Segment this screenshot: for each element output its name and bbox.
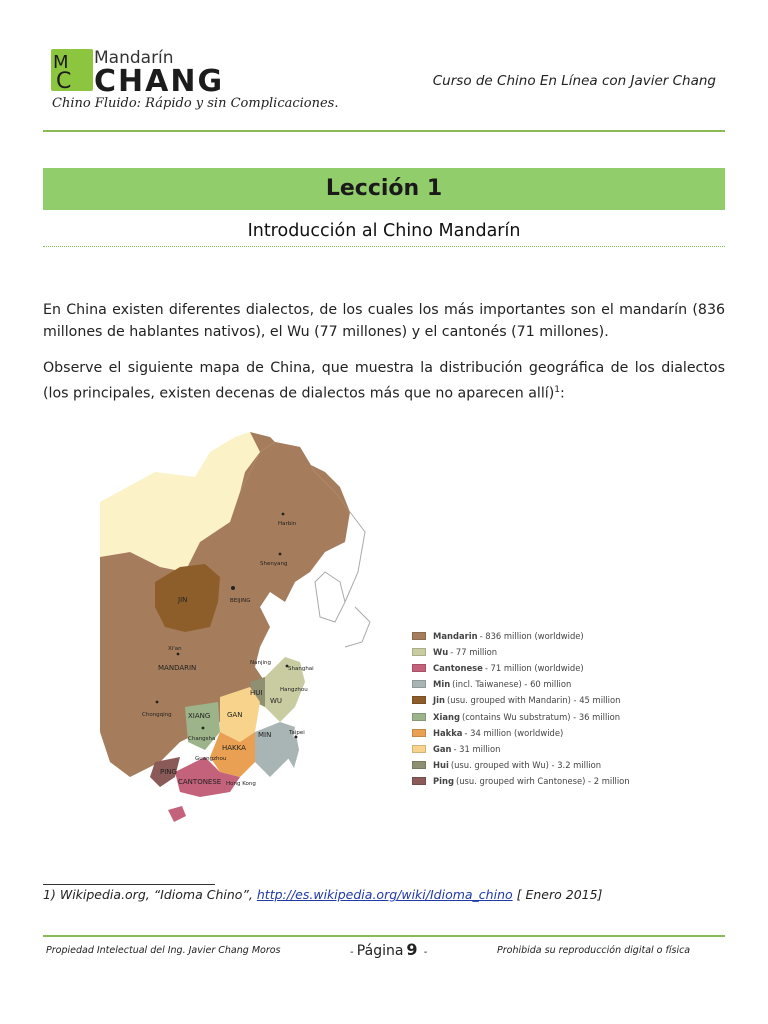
legend-swatch bbox=[412, 648, 426, 656]
legend-swatch bbox=[412, 680, 426, 688]
city-dot-chongqing bbox=[156, 701, 159, 704]
legend-item bbox=[412, 692, 662, 708]
legend-swatch bbox=[412, 777, 426, 785]
legend-desc: - 71 million (worldwide) bbox=[484, 663, 584, 674]
map-label-min: MIN bbox=[258, 731, 272, 739]
city-dot-beijing bbox=[231, 586, 235, 590]
mc-logo-icon bbox=[50, 48, 94, 92]
legend-desc: (contains Wu substratum) - 36 million bbox=[461, 711, 621, 722]
city-shenyang: Shenyang bbox=[260, 561, 288, 567]
city-taipei: Taipei bbox=[289, 730, 305, 736]
paragraph-end: : bbox=[560, 385, 565, 402]
page-number-block bbox=[350, 940, 427, 959]
map-region-xiang bbox=[185, 702, 220, 750]
map-label-hui: HUI bbox=[250, 689, 263, 697]
footer-divider bbox=[43, 935, 725, 937]
footnote-number: 1) bbox=[43, 887, 56, 902]
legend-name: Mandarin bbox=[433, 631, 478, 642]
legend-swatch bbox=[412, 632, 426, 640]
legend-item bbox=[412, 757, 662, 773]
legend-swatch bbox=[412, 696, 426, 704]
legend-name: Gan bbox=[433, 743, 452, 754]
city-dot-taipei bbox=[295, 736, 298, 739]
legend-name: Xiang bbox=[433, 711, 460, 722]
legend-desc: (usu. grouped wirh Cantonese) - 2 million bbox=[455, 775, 630, 786]
legend-swatch bbox=[412, 745, 426, 753]
legend-swatch bbox=[412, 664, 426, 672]
map-hainan bbox=[168, 806, 186, 822]
page-dash-right: - bbox=[420, 947, 428, 958]
page-dash-left: - bbox=[350, 947, 357, 958]
china-dialect-map bbox=[100, 432, 380, 827]
footnote-divider bbox=[43, 884, 215, 885]
legend-desc: (usu. grouped with Mandarin) - 45 million bbox=[446, 695, 621, 706]
footer-copyright: Propiedad Intelectual del Ing. Javier Chang Moros bbox=[46, 945, 281, 956]
city-changsha: Changsha bbox=[188, 736, 216, 742]
city-harbin: Harbin bbox=[278, 521, 297, 527]
legend-item bbox=[412, 708, 662, 724]
lesson-banner bbox=[43, 168, 725, 210]
paragraph-dialects: En China existen diferentes dialectos, de los cuales los más importantes son el mandarín (836 millones de hablantes nativos), el Wu (77 millones) y el cantonés (71 millones). bbox=[43, 302, 725, 340]
footnote-source: Wikipedia.org, “Idioma Chino”, bbox=[59, 887, 253, 902]
legend-item bbox=[412, 644, 662, 660]
map-label-mandarin: MANDARIN bbox=[158, 664, 197, 672]
logo bbox=[50, 46, 339, 121]
legend-desc: - 836 million (worldwide) bbox=[479, 631, 584, 642]
legend-name: Hakka bbox=[433, 727, 463, 738]
city-dot-xian bbox=[177, 653, 180, 656]
map-label-hakka: HAKKA bbox=[222, 744, 246, 752]
lesson-subtitle: Introducción al Chino Mandarín bbox=[247, 221, 521, 241]
paragraph-map-intro bbox=[43, 357, 725, 405]
city-hangzhou: Hangzhou bbox=[280, 687, 308, 693]
legend-desc: - 77 million bbox=[450, 647, 498, 658]
map-label-gan: GAN bbox=[227, 711, 243, 719]
footer-notice: Prohibida su reproducción digital o física bbox=[497, 945, 691, 956]
page-label: Página bbox=[356, 943, 404, 959]
city-shanghai: Shanghai bbox=[288, 666, 314, 672]
map-japan-outline bbox=[345, 512, 370, 647]
legend-item bbox=[412, 660, 662, 676]
logo-main-text: CHANG bbox=[94, 64, 225, 99]
lesson-title: Lección 1 bbox=[325, 176, 443, 201]
svg-text:M: M bbox=[53, 52, 69, 73]
legend-desc: - 31 million bbox=[453, 743, 501, 754]
legend-desc: (incl. Taiwanese) - 60 million bbox=[452, 679, 572, 690]
map-label-wu: WU bbox=[270, 697, 283, 705]
map-label-xiang: XIANG bbox=[188, 712, 211, 720]
header-divider bbox=[43, 130, 725, 132]
course-title: Curso de Chino En Línea con Javier Chang bbox=[432, 73, 716, 89]
legend-name: Min bbox=[433, 679, 451, 690]
legend-item bbox=[412, 773, 662, 789]
legend-name: Hui bbox=[433, 759, 449, 770]
map-label-ping: PING bbox=[160, 768, 177, 776]
map-legend bbox=[412, 628, 662, 789]
paragraph-map-intro-text: Observe el siguiente mapa de China, que muestra la distribución geográfica de los dialectos (los principales, existen decenas de dialectos más que no aparecen allí) bbox=[43, 360, 725, 402]
legend-swatch bbox=[412, 761, 426, 769]
legend-name: Cantonese bbox=[433, 663, 483, 674]
map-korea-outline bbox=[315, 572, 345, 622]
city-xian: Xi'an bbox=[168, 646, 182, 652]
city-beijing: BEIJING bbox=[230, 598, 251, 604]
footnote-link[interactable]: http://es.wikipedia.org/wiki/Idioma_chino bbox=[256, 887, 513, 902]
city-dot-shenyang bbox=[279, 553, 282, 556]
footnote-ref[interactable]: 1 bbox=[554, 385, 561, 395]
logo-top-text: Mandarín bbox=[94, 48, 174, 68]
footnote bbox=[43, 887, 602, 902]
legend-swatch bbox=[412, 729, 426, 737]
city-nanjing: Nanjing bbox=[250, 660, 272, 666]
map-label-cantonese: CANTONESE bbox=[178, 778, 222, 786]
footnote-date: [ Enero 2015] bbox=[516, 887, 603, 902]
city-guangzhou: Guangzhou bbox=[195, 756, 227, 762]
legend-desc: (usu. grouped with Wu) - 3.2 million bbox=[450, 759, 602, 770]
legend-name: Ping bbox=[433, 775, 454, 786]
legend-item bbox=[412, 725, 662, 741]
svg-text:C: C bbox=[56, 69, 72, 92]
page-number: 9 bbox=[406, 940, 418, 959]
map-label-jin: JIN bbox=[178, 596, 188, 604]
legend-name: Wu bbox=[433, 647, 449, 658]
city-dot-harbin bbox=[282, 513, 285, 516]
city-dot-changsha bbox=[202, 727, 205, 730]
legend-item bbox=[412, 676, 662, 692]
legend-swatch bbox=[412, 713, 426, 721]
logo-tagline: Chino Fluido: Rápido y sin Complicaciones. bbox=[52, 96, 339, 111]
legend-desc: - 34 million (worldwide) bbox=[464, 727, 564, 738]
subtitle-divider bbox=[43, 246, 725, 247]
legend-item bbox=[412, 628, 662, 644]
legend-name: Jin bbox=[433, 695, 445, 706]
legend-item bbox=[412, 741, 662, 757]
city-chongqing: Chongqing bbox=[142, 712, 172, 718]
city-hongkong: Hong Kong bbox=[226, 781, 256, 787]
